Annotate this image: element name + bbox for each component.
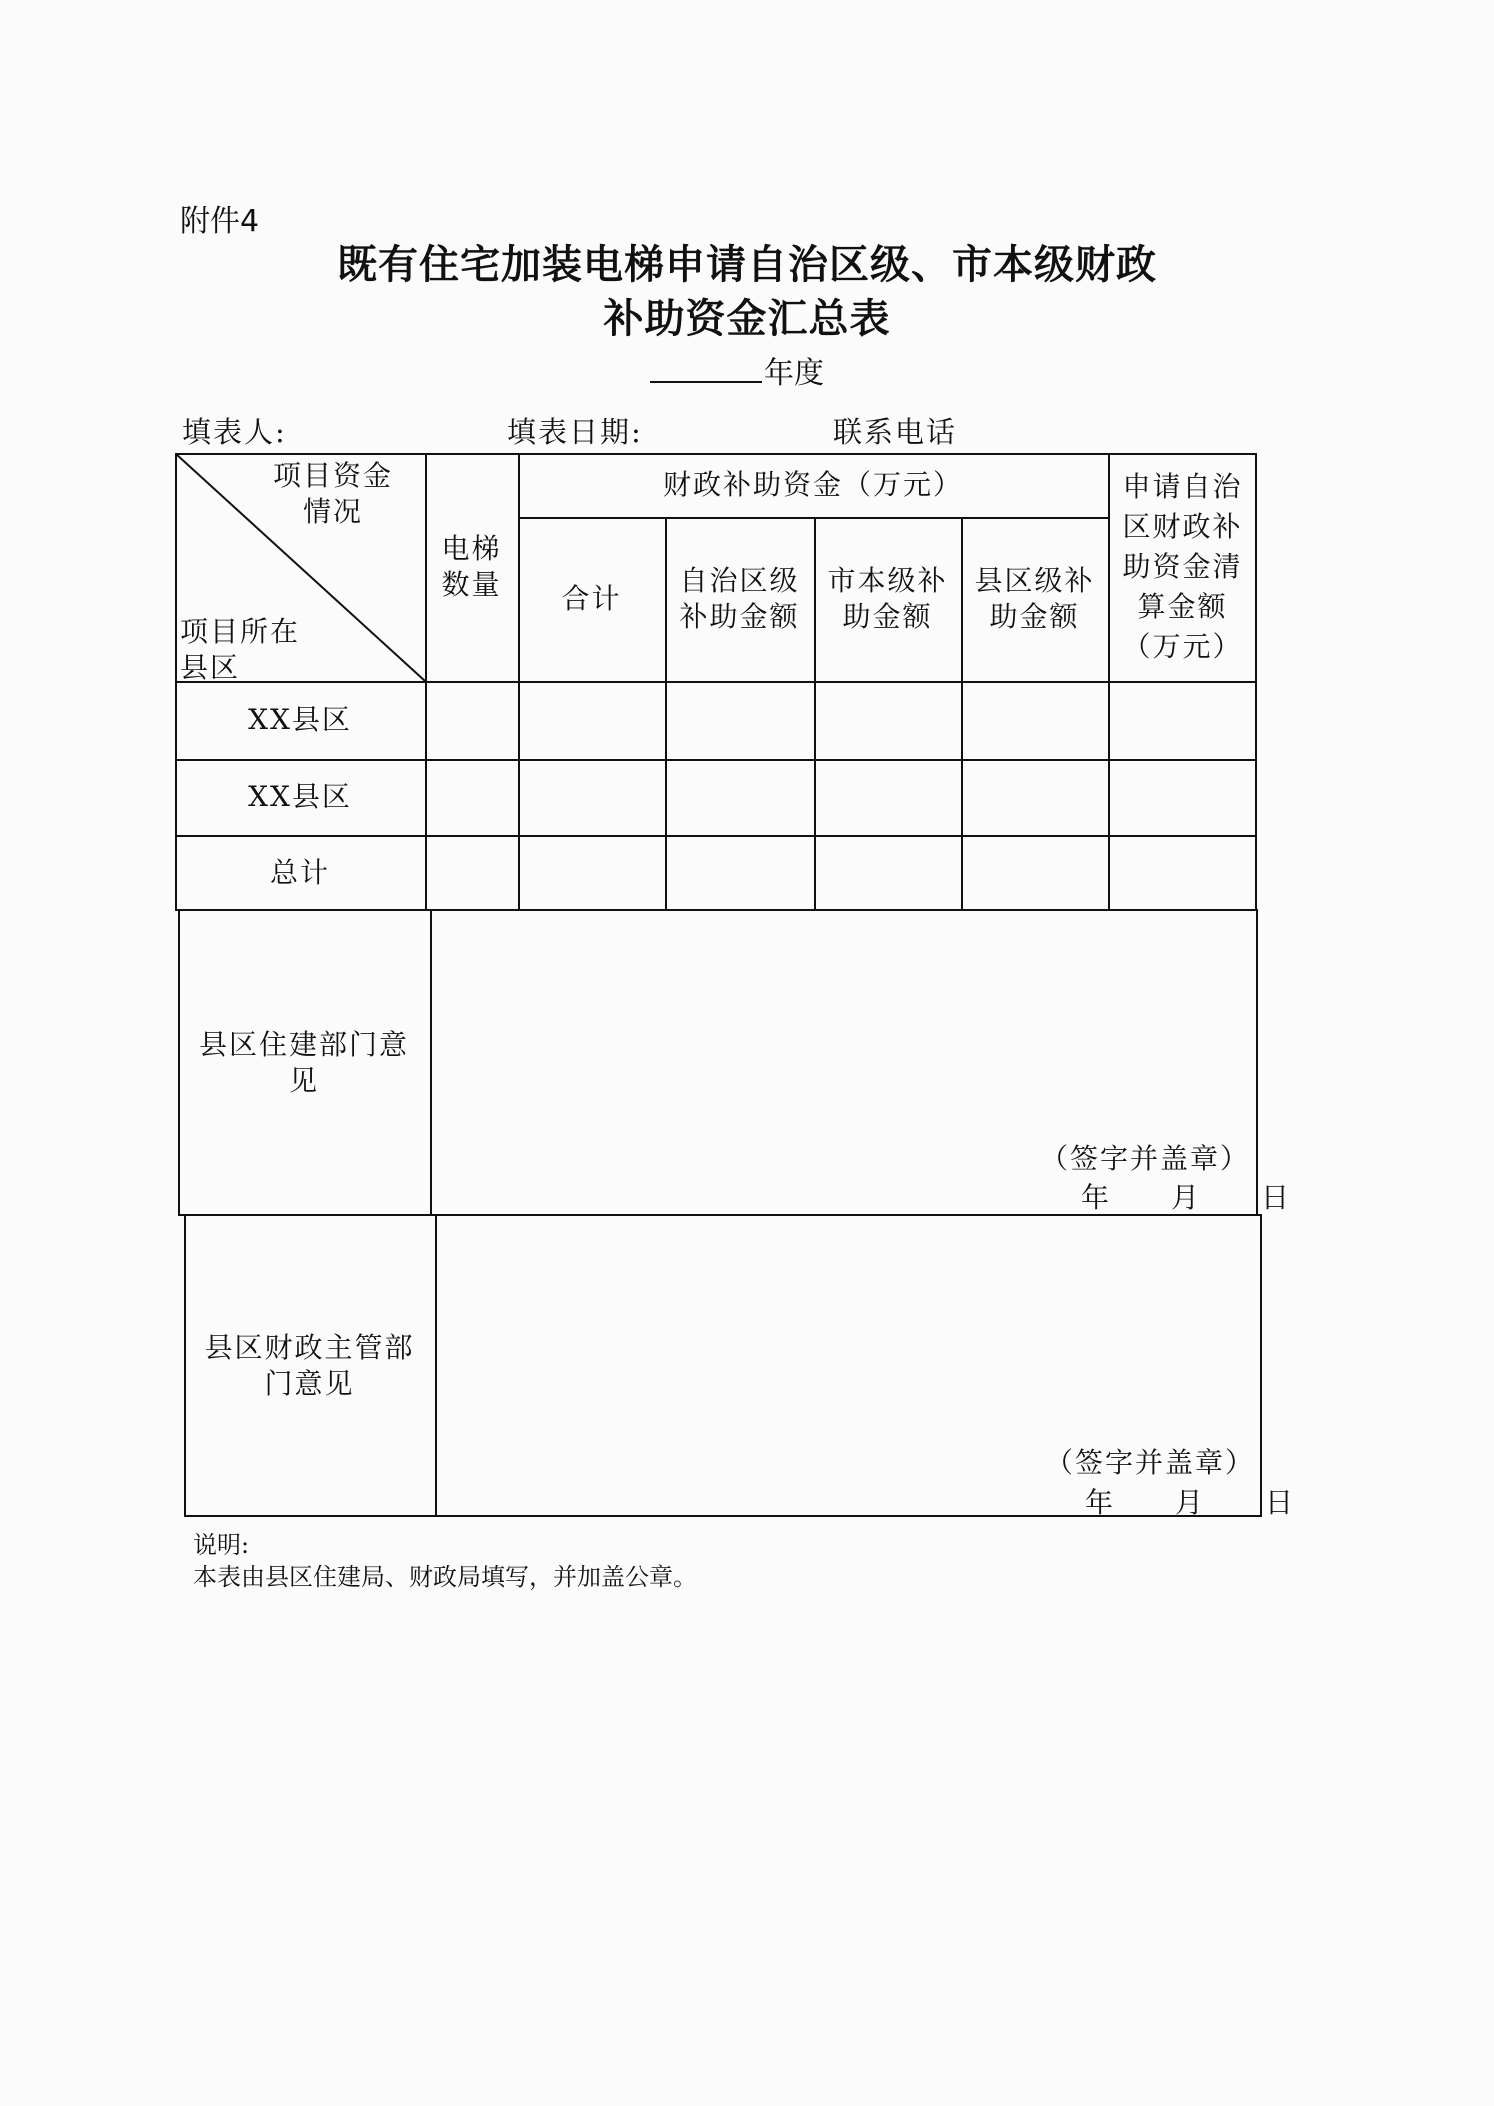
table-row-label: XX县区 [248, 780, 352, 813]
attachment-label: 附件4 [180, 204, 260, 239]
finance-dept-opinion-label: 县区财政主管部 门意见 [204, 1330, 415, 1400]
contact-phone-label: 联系电话 [833, 415, 958, 449]
form-title-line1: 既有住宅加装电梯申请自治区级、市本级财政 [337, 241, 1157, 288]
year-line [650, 348, 824, 392]
elevator-count-header: 电梯 数量 [441, 532, 502, 601]
year-blank-field[interactable] [650, 381, 762, 383]
table-row-label: XX县区 [248, 703, 352, 736]
diag-top-label: 项目资金 情况 [272, 459, 393, 528]
notes-heading: 说明: [193, 1531, 250, 1559]
form-title-line2: 补助资金汇总表 [603, 295, 891, 342]
opinion-divider [430, 909, 432, 1216]
autonomous-region-subsidy-header: 自治区级 补助金额 [679, 564, 800, 633]
total-row-label: 总计 [269, 856, 330, 889]
sign-and-seal-label: （签字并盖章） [1045, 1446, 1256, 1479]
date-label: 年 月 日 [1085, 1486, 1296, 1519]
opinion-divider [435, 1214, 437, 1517]
year-suffix: 年度 [764, 356, 824, 391]
housing-dept-opinion-label: 县区住建部门意 见 [198, 1027, 409, 1097]
fill-date-label: 填表日期: [507, 415, 643, 449]
fiscal-subsidy-header: 财政补助资金（万元） [662, 468, 963, 501]
county-level-subsidy-header: 县区级补 助金额 [974, 564, 1095, 633]
city-level-subsidy-header: 市本级补 助金额 [827, 564, 948, 633]
notes-text: 本表由县区住建局、财政局填写，并加盖公章。 [193, 1563, 697, 1591]
date-label: 年 月 日 [1081, 1181, 1292, 1214]
sign-and-seal-label: （签字并盖章） [1040, 1142, 1251, 1175]
settlement-amount-header: 申请自治 区财政补 助资金清 算金额 （万元） [1122, 470, 1243, 663]
diag-bottom-label: 项目所在 县区 [180, 615, 301, 682]
subtotal-header: 合计 [561, 582, 622, 615]
filler-label: 填表人: [182, 415, 287, 449]
